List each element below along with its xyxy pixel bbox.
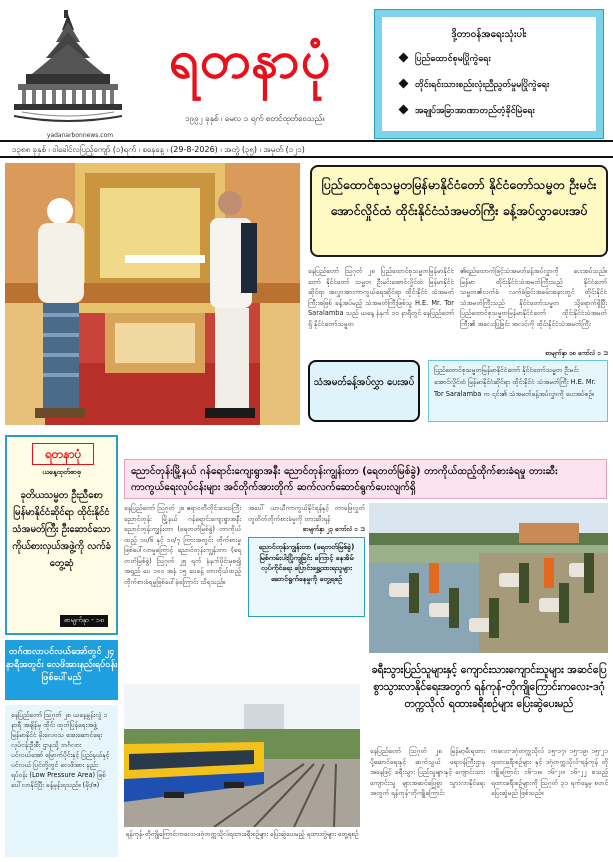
slogan-item: ပြည်ထောင်စုမပြိုကွဲရေး — [400, 53, 588, 66]
dateline-bar: ၁၃၈၈ ခုနှစ် ၊ ဝါခေါင်လပြည့်ကျော် (၁)ရက် ၊ စနေနေ့ ၊ (29-8-2026) ၊ အတွဲ (၃၅) ၊ အမှတ် (၁၂၁) — [0, 140, 613, 158]
embankment-workers-photo — [369, 503, 608, 653]
slogan-item: အချုပ်အခြာအာဏာတည်တံ့ခိုင်မြဲရေး — [400, 105, 588, 118]
lead-story-column: ၏ရည်ထောက်ဖြင့်သံအမတ်ခန့်အပ်လွှာကို ပေးအပ်သည်။ မြန်မာ ထိုင်းနိုင်ငံသံအမတ်ကြီးသည် နိုင်ငံတော် သမ္မတ၏လက်ခံ လက်ခံခြင်းအခမ်းအနားတွင် ထိုင်းနိုင်ငံ သံအမတ်ကြီးသည် နိုင်ငံတော်သမ္မတ သို့ရောက်ရှိပြီး ပြည်ထောင်စုသမ္မတမြန်မာနိုင်ငံတော် ထိုင်းနိုင်ငံသံအမတ်ကြီး၏ အလေးပြုခြင်း အလင်ကို ထိုင်းနိုင်ငံသံအမတ်ကြီး — [460, 267, 607, 328]
weather-headline: တဂ်ဏလာပင်လယ်အော်တွင် ၂၄ နာရီအတွင်း လေဖိအားနည်းရပ်ဝန်း ဖြစ်ပေါ်မည် — [5, 640, 118, 700]
lead-story-column: နေပြည်တော် ဩဂုတ် ၂၈ ပြည်ထောင်စုသမ္မတမြန်မာနိုင်ငံတော် နိုင်ငံတော် သမ္မတ ဦးမင်းအောင်လှိုင်ထံ မြန်မာနိုင်ငံဆိုင်ရာ အလွှာအားကာကွယ်ရေးဆိုင်ရာ ထိုင်းနိုင်ငံ သံအမတ်ကြီးအဖြစ် ခန့်အပ်မည့် သံအမတ်ကြီးဖြစ်သူ H.E. Mr. Tor Saralamba သည် ယနေ့ နံနက် ၁၀ နာရီတွင် နေပြည်တော်ရှိ နိုင်ငံတော်သမ္မတ — [308, 267, 454, 328]
weather-story: နေပြည်တော် ဩဂုတ် ၂၈ ယနေ့မွန်းလွဲ ၁ နာရီ အချိန်မှ ထိုင်း ထုတ်ပြန်ရေးအဖွဲ့ မြန်မာနိုင်ငံ မိုးလေဝသ အေးဆောင်ရေးလုပ်ငန်းဦးစီး ဌာနသို့ ဘင်္ဂလားပင်လယ်အော် မြောက်ပိုင်းနှင့် ပြည်နယ်နှင့်ပင်လယ် ပြင်တို့တွင် လေဖိအား နည်းရပ်ဝန်း (Low Pressure Area) ဖြစ်ပေါ်လာနိုင်ပြီး ခန့်မှန်းရသည်။ (မိုး/ဇ) — [5, 705, 118, 857]
newspaper-title: ရတနာပုံ — [168, 29, 332, 90]
railway-headline: ခရီးသွားပြည်သူများနှင့် ကျောင်းသားကျောင်းသူများ အဆင်ပြေစွာသွားလာနိုင်ရေးအတွက် ရန်ကုန်-တိုကျိုကြောင်းကလေး-ဒဂုံတက္ကသိုလ် ရထားခရီးစဉ်များ ပြေးဆွဲပေးမည် — [371, 664, 607, 710]
train-photo — [124, 684, 360, 827]
railway-story-column: ကလေး-ဒဂုံတက္ကသိုလ် ၁၅-၁၇၊ ၁၅-၁၉၊ ၁၅-၂၁ ရထားခရီးစဉ်များ နှင့် ဒဂုံတက္ကသိုလ်-ရန်ကုန် တိုကျိုကြောင်း ၁၆-၁၈၊ ၁၆-၂၀၊ ၁၆-၂၂ စသည့် ရထားခရီးစဉ်များကို ဩဂုတ် ၃၁ ရက်နေ့မှ စတင် ပြေးဆွဲမည် ဖြစ်သည်။ — [491, 747, 608, 797]
continued-marker: စာမျက်နှာ ၁၈ ကော်လံ ၁ ⊐ — [545, 350, 608, 357]
diamond-bullet-icon — [399, 79, 409, 89]
feature-label: ယနေ့ထုတ်စာစု — [42, 468, 81, 476]
photo-caption-title: သံအမတ်ခန့်အပ်လွှာ ပေးအပ် — [308, 360, 420, 422]
embankment-story-column: အပေါ် ယာယီကာကွယ်နိုင်ရန်နှင့် တာဖြေလွှတ် တူတိတ်တိုက်စားခံမှုကို တားဆီးရန် — [248, 504, 365, 523]
railway-story-column: နေပြည်တော် ဩဂုတ် ၂၈ မြန်မာ့မီးရထား ပို့ဆောင်ရေးနှင့် ဆက်သွယ် ရေးဝန်ကြီးဌာန အနေဖြင့် ခရီးသွား ပြည်သူများနှင့် ကျောင်းသားကျောင်းသူ များအဆင်ပြေစွာ သွားလာနိုင်ရေးအတွက် ရန်ကုန်-တိုကျိုကြောင်း — [370, 747, 485, 797]
slogan-item: တိုင်းရင်းသားစည်းလုံးညီညွတ်မှုမပြိုကွဲရေး — [400, 79, 588, 92]
diamond-bullet-icon — [399, 105, 409, 115]
website-url: yadanarbonnews.com — [46, 132, 114, 139]
embankment-story-column: နေပြည်တော် ဩဂုတ် ၂၈ ဧရာဝတီတိုင်းဒေသကြီး ညောင်တုန်း မြို့နယ် ဂန်ရောင်းကျေးရွာအနီး ညောင်တုန်းကျွန်းတာ (ရေတတ်မြစ်ခွဲ) တာကိုယ်ထည့် ၁၀/၆ နှင့် ၁၀/၇ ကြားအတွင်း တိုက်စားမှု ဖြစ်ပေါ်လာမှုကြောင့် ညောင်တုန်းကျွန်းတာ (ရေတတ်မြစ်ခွဲ) ဩဂုတ် ၂၅ ရက် နံနက်ပိုင်းမှစ၍ အရှည် ပေ ၁၀၀ အနံ ၁၅ ပေခန့် တာကိုယ်ထည့် တိုက်စားခံရမှုဖြစ်ပေါ်ခဲ့ကြောင်း သိရသည်။ — [124, 504, 241, 586]
credentials-ceremony-photo — [5, 163, 300, 425]
continued-marker: စာမျက်နှာ ၂၃ ကော်လံ ၁ ⊐ — [303, 526, 365, 533]
slogan-title: ဒို့တာဝန်အရေးသုံးပါး — [451, 29, 527, 40]
embankment-headline: ညောင်တုန်းမြို့နယ် ဂန်ရောင်းကျေးရွာအနီး ညောင်တုန်းကျွန်းတာ (ရေတတ်မြစ်ခွဲ) တာကိုယ်ထည့်ထိုက်စားခံရမှု တားဆီးကာကွယ်ရေးလုပ်ငန်းများ အင်တိုက်အားတိုက် ဆက်လက်ဆောင်ရွက်ပေးလျက်ရှိ — [124, 459, 607, 499]
embankment-callout: ညောင်တုန်းကျွန်းတာ (ရေတတ်မြစ်ခွဲ) မြစ်ကမ်းပါးပြိုကျခြင်း ကြောင့် နေအိမ်လုပ်ကိုင်ရေး ပြောင်းရွှေ့ထားရသူများ ဆောင်ရွက်နေမှုကို တွေ့ရစဉ် — [248, 537, 365, 617]
founding-tagline: ၁၉၉၂ ခုနှစ် ၊ မေလ ၁ ရက် စတင်ထုတ်ဝေသည်။ — [185, 114, 325, 123]
inside-feature-box — [5, 435, 118, 635]
newspaper-emblem-logo — [12, 8, 124, 126]
slogan-box — [375, 10, 603, 138]
diamond-bullet-icon — [399, 53, 409, 63]
feature-headline: ခုတိယသမ္မတ ဦးညီစော မြန်မာနိုင်ငံဆိုင်ရာ ထိုင်းနိုင်ငံသံအမတ်ကြီး ဦးဆောင်သော ကိုယ်စားလှယ်အဖွဲ့ကို လက်ခံတွေ့ဆုံ — [12, 490, 111, 569]
lead-headline: ပြည်ထောင်စုသမ္မတမြန်မာနိုင်ငံတော် နိုင်ငံတော်သမ္မတ ဦးမင်းအောင်လှိုင်ထံ ထိုင်းနိုင်ငံသံအမတ်ကြီး ခန့်အပ်လွှာပေးအပ် — [310, 165, 608, 257]
page-reference: စာမျက်နှာ - ၁၈ — [60, 615, 108, 627]
photo-caption-text: ပြည်ထောင်စုသမ္မတမြန်မာနိုင်ငံတော် နိုင်ငံတော်သမ္မတ ဦးမင်းအောင်လှိုင်ထံ မြန်မာနိုင်ငံဆိုင်ရာ ထိုင်းနိုင်ငံ သံအမတ်ကြီး H.E. Mr. Tor Saralamba က ၎င်း၏ သံအမတ်ခန့်အပ်လွှာကို ပေးအပ်စဉ်။ — [428, 360, 608, 422]
mini-masthead: ရတနာပုံ — [32, 443, 94, 465]
train-photo-caption: ရန်ကုန်-တိုကျိုကြောင်းကလေး-ဒဂုံတက္ကသိုလ်ရထားခရီးစဉ်များ ပြေးဆွဲပေးမည့် ရထားတွဲများ တွေ့ရစဉ် — [125, 830, 359, 838]
